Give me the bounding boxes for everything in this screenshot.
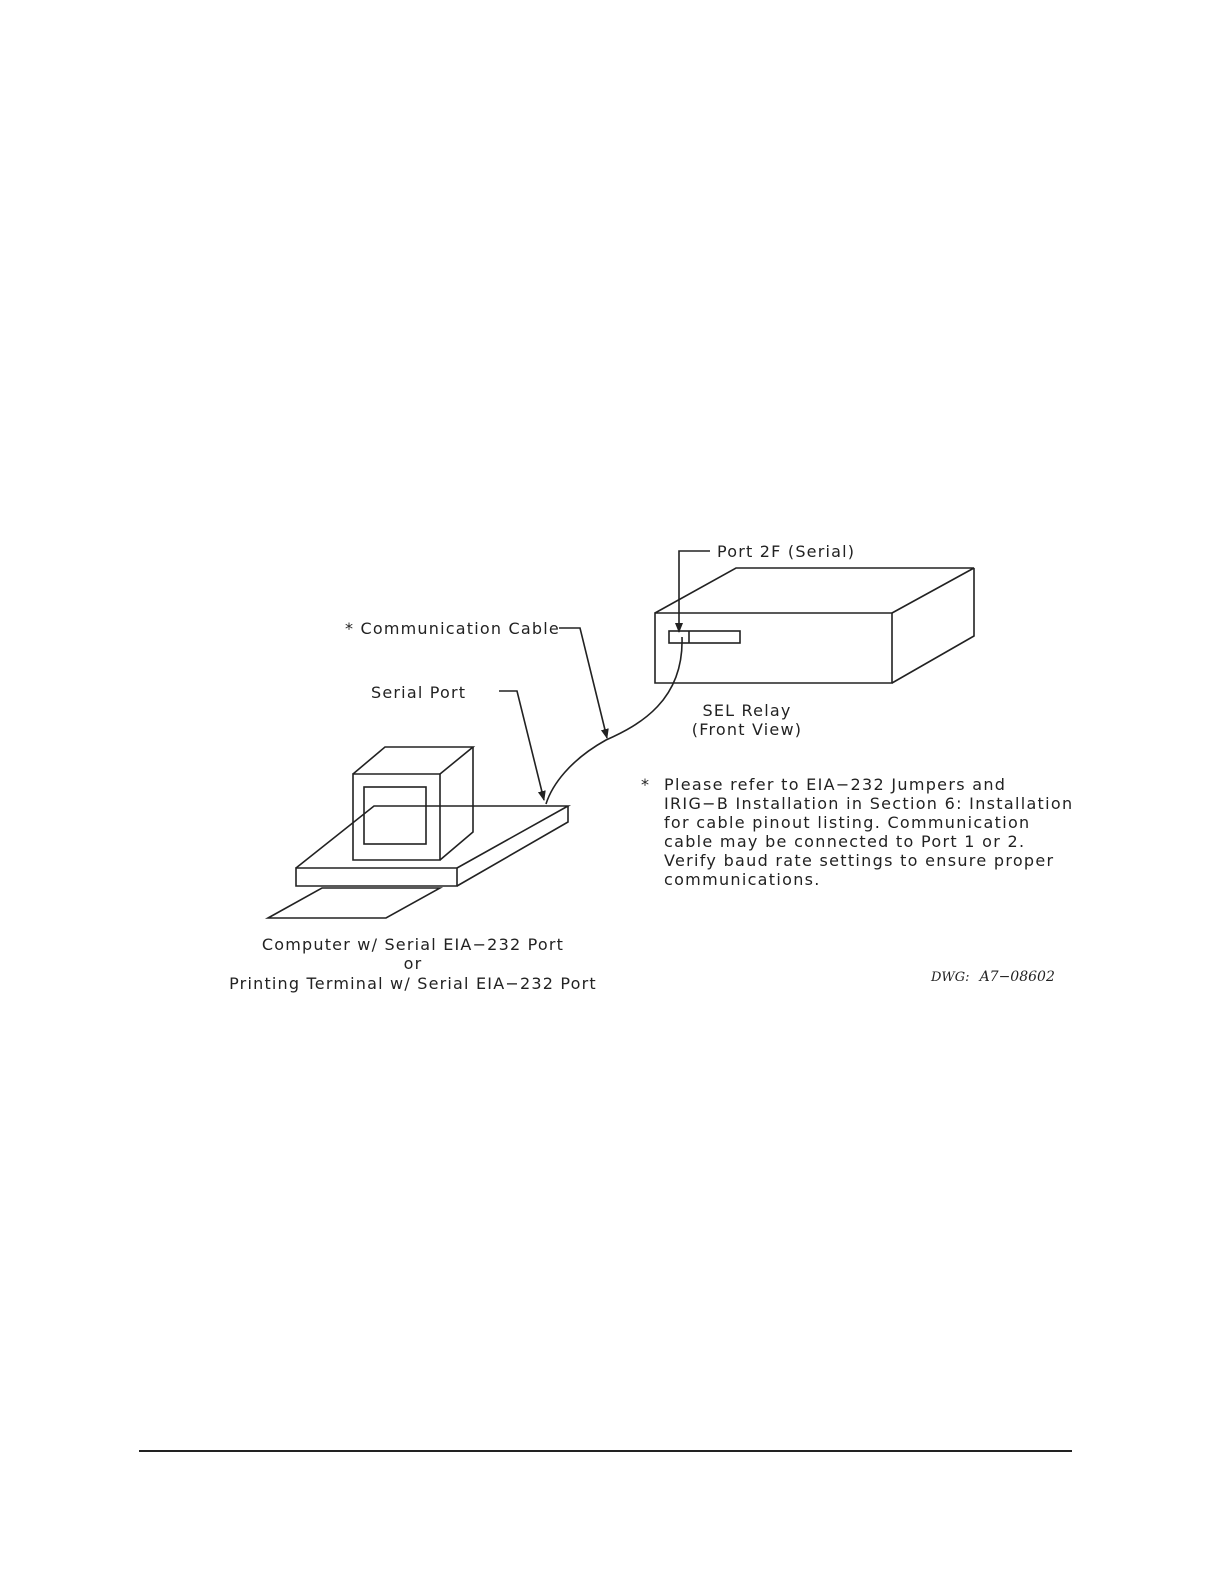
note-asterisk: *	[641, 775, 651, 794]
communication-cable-label: * Communication Cable	[345, 619, 560, 638]
note-line: for cable pinout listing. Communication	[664, 813, 1031, 832]
sel-relay-drawing	[655, 568, 974, 683]
note-line: Verify baud rate settings to ensure proper	[664, 851, 1055, 870]
printing-terminal-label: Printing Terminal w/ Serial EIA−232 Port	[229, 974, 597, 993]
drawing-number: DWG: A7−08602	[931, 969, 1055, 985]
sel-relay-label: SEL Relay	[702, 701, 792, 720]
front-view-label: (Front View)	[691, 720, 803, 739]
port-2f-connector	[669, 631, 740, 643]
note-line: communications.	[664, 870, 821, 889]
computer-drawing	[268, 747, 568, 918]
cable-leader-arrow	[559, 628, 607, 738]
port-2f-label: Port 2F (Serial)	[717, 542, 856, 561]
note-line: cable may be connected to Port 1 or 2.	[664, 832, 1026, 851]
serial-port-label: Serial Port	[371, 683, 467, 702]
serial-port-leader-arrow	[499, 691, 544, 800]
installation-note	[641, 775, 1073, 889]
note-line: Please refer to EIA−232 Jumpers and	[664, 775, 1007, 794]
communication-cable	[546, 637, 682, 804]
or-label: or	[403, 954, 423, 973]
computer-label: Computer w/ Serial EIA−232 Port	[261, 935, 565, 954]
note-line: IRIG−B Installation in Section 6: Installation	[664, 794, 1074, 813]
